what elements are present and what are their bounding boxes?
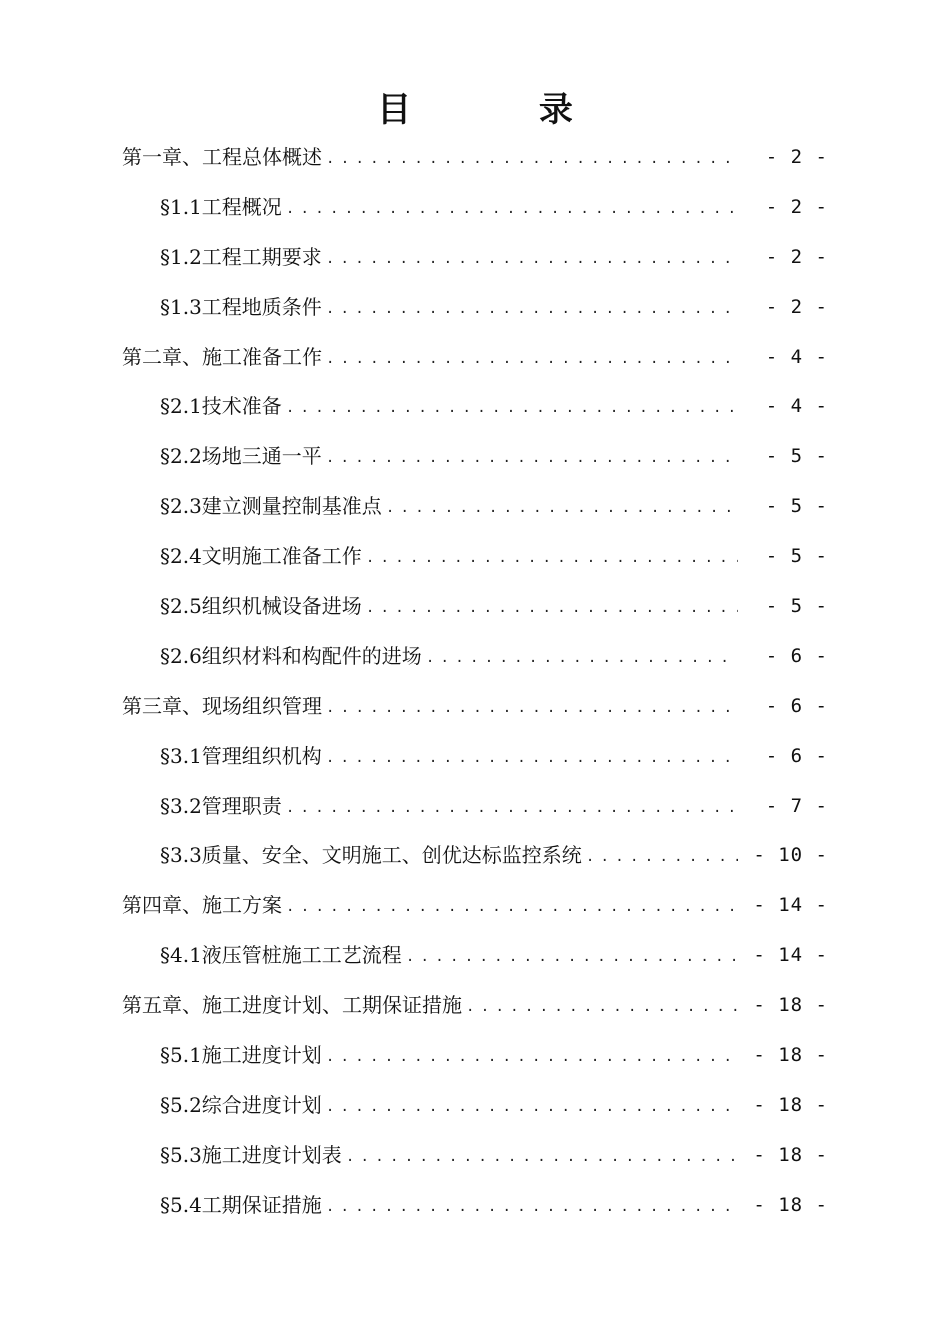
toc-entry-label: §3.3质量、安全、文明施工、创优达标监控系统 [160,843,582,868]
dot-leader [326,144,738,170]
toc-entry-chapter-2[interactable] [0,332,950,382]
toc-entry-page-number: - 18 - [753,1043,828,1066]
toc-entry-label: §2.3建立测量控制基准点 [160,494,382,519]
toc-entry-label: 第一章、工程总体概述 [122,144,322,169]
dot-leader [466,992,738,1018]
toc-entry-page-number: - 5 - [765,594,828,617]
dot-leader [286,393,738,419]
toc-entry-section-2-6[interactable] [0,631,950,681]
toc-entry-section-2-5[interactable] [0,581,950,631]
toc-entry-section-1-1[interactable] [0,182,950,232]
toc-entry-label: §5.3施工进度计划表 [160,1142,342,1167]
toc-entry-page-number: - 6 - [765,694,828,717]
page-title: 目 录 [377,90,631,130]
dot-leader [326,344,738,370]
toc-entry-page-number: - 18 - [753,1143,828,1166]
dot-leader [366,593,738,619]
toc-entry-label: §1.1工程概况 [160,194,282,219]
toc-entry-page-number: - 2 - [765,145,828,168]
dot-leader [346,1142,738,1168]
dot-leader [286,892,738,918]
toc-entry-label: §2.6组织材料和构配件的进场 [160,643,422,668]
toc-entry-page-number: - 14 - [753,944,828,967]
toc-entry-label: §3.2管理职责 [160,793,282,818]
toc-entry-chapter-5[interactable] [0,980,950,1030]
toc-entry-label: 第五章、施工进度计划、工期保证措施 [122,993,462,1018]
toc-entry-page-number: - 2 - [765,195,828,218]
toc-entry-page-number: - 7 - [765,794,828,817]
toc-entry-section-4-1[interactable] [0,930,950,980]
toc-entry-label: 第二章、施工准备工作 [122,344,322,369]
dot-leader [326,1042,738,1068]
toc-entry-page-number: - 18 - [753,1193,828,1216]
toc-entry-section-2-1[interactable] [0,381,950,431]
toc-entry-page-number: - 4 - [765,345,828,368]
toc-entry-section-5-4[interactable] [0,1180,950,1230]
toc-entry-chapter-3[interactable] [0,681,950,731]
dot-leader [286,194,738,220]
toc-entry-section-5-1[interactable] [0,1030,950,1080]
toc-entry-label: §2.1技术准备 [160,394,282,419]
toc-entry-label: §2.2场地三通一平 [160,444,322,469]
dot-leader [426,643,738,669]
toc-entry-label: 第三章、现场组织管理 [122,693,322,718]
toc-entry-label: §2.4文明施工准备工作 [160,544,362,569]
toc-entry-chapter-1[interactable] [0,132,950,182]
toc-entry-section-3-3[interactable] [0,830,950,880]
toc-entry-label: §1.3工程地质条件 [160,294,322,319]
toc-entry-page-number: - 5 - [765,445,828,468]
toc-entry-section-5-3[interactable] [0,1130,950,1180]
toc-entry-page-number: - 4 - [765,395,828,418]
toc-entry-page-number: - 2 - [765,245,828,268]
dot-leader [326,244,738,270]
toc-entry-section-2-3[interactable] [0,481,950,531]
toc-entry-label: 第四章、施工方案 [122,893,282,918]
dot-leader [406,942,738,968]
toc-entry-section-1-3[interactable] [0,282,950,332]
dot-leader [326,1092,738,1118]
toc-entry-page-number: - 5 - [765,545,828,568]
toc-entry-chapter-4[interactable] [0,880,950,930]
toc-entry-label: §1.2工程工期要求 [160,244,322,269]
table-of-contents [0,132,950,1230]
dot-leader [386,493,738,519]
toc-entry-label: §4.1液压管桩施工工艺流程 [160,943,402,968]
toc-entry-page-number: - 2 - [765,295,828,318]
dot-leader [286,793,738,819]
toc-entry-page-number: - 14 - [753,894,828,917]
dot-leader [326,294,738,320]
toc-entry-page-number: - 5 - [765,495,828,518]
dot-leader [326,693,738,719]
toc-entry-page-number: - 18 - [753,994,828,1017]
toc-entry-section-3-1[interactable] [0,731,950,781]
dot-leader [326,1192,738,1218]
toc-entry-page-number: - 6 - [765,744,828,767]
toc-entry-page-number: - 18 - [753,1093,828,1116]
dot-leader [366,543,738,569]
toc-entry-section-2-4[interactable] [0,531,950,581]
toc-entry-label: §3.1管理组织机构 [160,743,322,768]
dot-leader [586,842,738,868]
toc-entry-section-1-2[interactable] [0,232,950,282]
toc-entry-label: §5.2综合进度计划 [160,1092,322,1117]
toc-entry-label: §5.1施工进度计划 [160,1042,322,1067]
toc-entry-label: §5.4工期保证措施 [160,1192,322,1217]
toc-entry-label: §2.5组织机械设备进场 [160,593,362,618]
toc-entry-section-3-2[interactable] [0,781,950,831]
toc-entry-section-5-2[interactable] [0,1080,950,1130]
toc-entry-page-number: - 10 - [753,844,828,867]
dot-leader [326,443,738,469]
toc-entry-section-2-2[interactable] [0,431,950,481]
toc-entry-page-number: - 6 - [765,644,828,667]
dot-leader [326,743,738,769]
